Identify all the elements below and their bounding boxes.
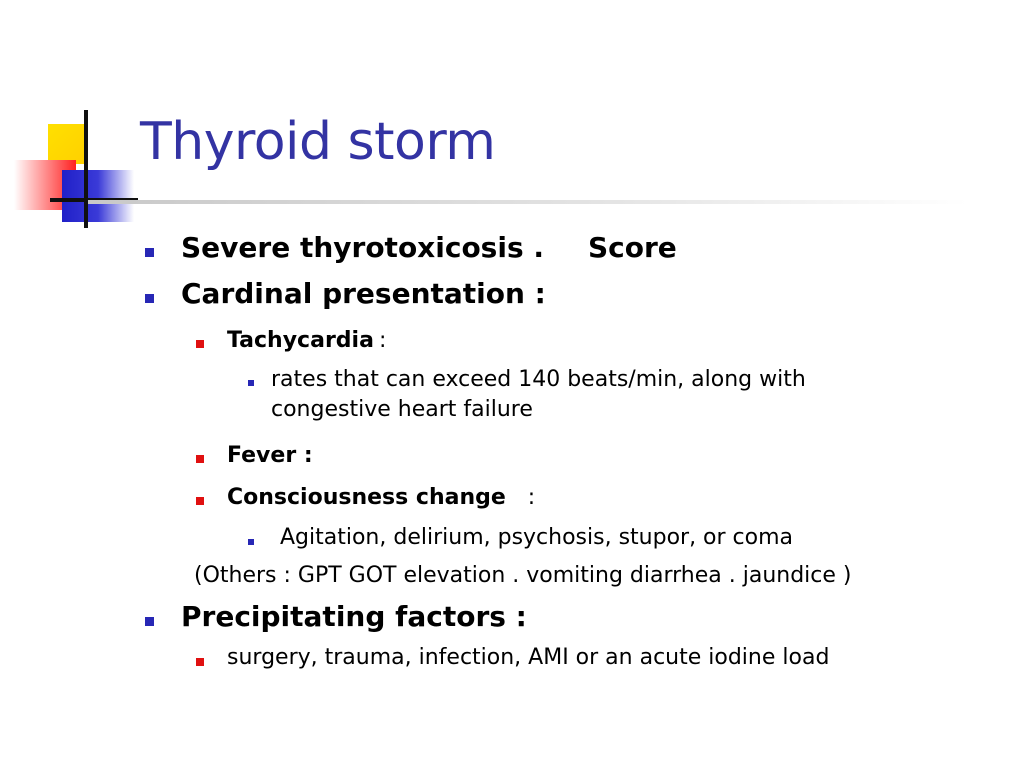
bullet-fever: Fever : bbox=[227, 443, 313, 468]
bullet-square bbox=[196, 340, 204, 348]
bullet-square bbox=[145, 294, 154, 303]
logo-blue-square bbox=[62, 170, 134, 222]
bullet-rates-line2: congestive heart failure bbox=[271, 397, 533, 422]
logo-vertical-line bbox=[84, 110, 88, 228]
bullet-severe bbox=[181, 231, 677, 264]
bullet-text: Tachycardia bbox=[227, 328, 374, 353]
bullet-text: Consciousness change bbox=[227, 485, 506, 510]
bullet-square bbox=[196, 658, 204, 666]
bullet-square bbox=[196, 455, 204, 463]
bullet-consciousness bbox=[227, 485, 535, 510]
bullet-precipitating: Precipitating factors : bbox=[181, 600, 527, 633]
bullet-square bbox=[248, 539, 254, 545]
bullet-surgery: surgery, trauma, infection, AMI or an acute iodine load bbox=[227, 645, 830, 670]
bullet-square bbox=[145, 617, 154, 626]
bullet-text: Severe thyrotoxicosis . bbox=[181, 231, 544, 264]
bullet-agitation: Agitation, delirium, psychosis, stupor, or coma bbox=[280, 525, 794, 550]
bullet-rates-line1: rates that can exceed 140 beats/min, along with bbox=[271, 367, 806, 392]
bullet-square bbox=[196, 497, 204, 505]
decorative-logo bbox=[0, 0, 140, 240]
bullet-cardinal: Cardinal presentation : bbox=[181, 277, 546, 310]
slide-title: Thyroid storm bbox=[140, 112, 496, 172]
bullet-colon: : bbox=[379, 328, 387, 353]
bullet-tachycardia bbox=[227, 328, 386, 353]
logo-yellow-square bbox=[48, 124, 86, 164]
bullet-square bbox=[145, 248, 154, 257]
bullet-text: Score bbox=[588, 231, 677, 264]
others-note: (Others : GPT GOT elevation . vomiting diarrhea . jaundice ) bbox=[194, 563, 852, 588]
bullet-colon: : bbox=[527, 485, 536, 510]
bullet-square bbox=[248, 380, 254, 386]
title-underline bbox=[88, 200, 968, 204]
